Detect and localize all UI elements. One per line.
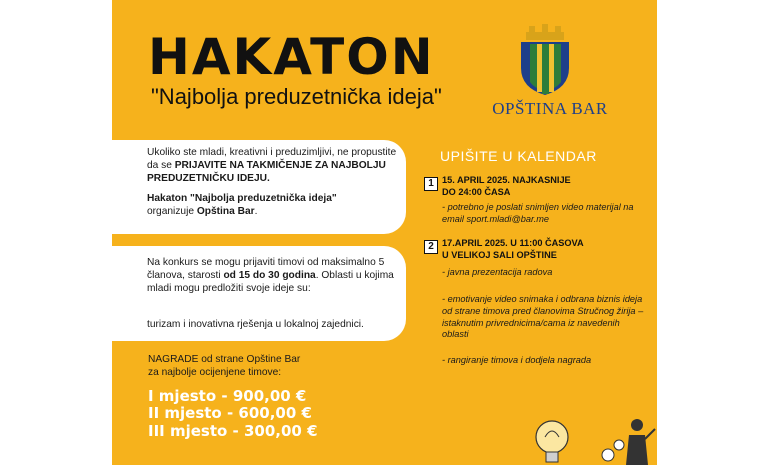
deadline-heading xyxy=(442,175,642,198)
awards-list xyxy=(148,388,318,440)
presentation-line1: 17.APRIL 2025. U 11:00 ČASOVA xyxy=(442,238,584,248)
presentation-line2: U VELIKOJ SALI OPŠTINE xyxy=(442,249,557,260)
deadline-note: - potrebno je poslati snimljen video materijal na email sport.mladi@bar.me xyxy=(442,202,634,224)
intro-highlight: PRIJAVITE NA TAKMIČENJE ZA NAJBOLJU PREDUZETNIČKU IDEJU. xyxy=(147,160,386,185)
coin-icon xyxy=(602,440,624,461)
award-third: III mjesto - 300,00 € xyxy=(148,421,318,440)
municipality-name: OPŠTINA BAR xyxy=(492,99,608,118)
step-number-1: 1 xyxy=(424,177,438,191)
event-name: Hakaton "Najbolja preduzetnička ideja" xyxy=(147,193,337,204)
presentation-heading xyxy=(442,238,642,261)
awards-intro xyxy=(148,353,300,380)
eligibility-paragraph xyxy=(147,256,402,295)
presentation-note-2: - emotivanje video snimaka i odbrana biznis ideja od strane timova pred članovima Stručnog žirija – istaknutim privrednicima/cama iz navedenih oblasti xyxy=(442,294,644,340)
organizer-name: Opština Bar xyxy=(196,206,255,218)
eligibility-text: Na konkurs se mogu prijaviti timovi od maksimalno 5 članova, starosti xyxy=(147,257,385,282)
coat-of-arms-icon xyxy=(515,24,575,96)
calendar-title: UPIŠITE U KALENDAR xyxy=(440,148,597,164)
hackathon-poster xyxy=(112,0,657,465)
deadline-line1: 15. APRIL 2025. NAJKASNIJE xyxy=(442,175,571,185)
deadline-line2: DO 24:00 ČASA xyxy=(442,186,511,197)
topics-paragraph: turizam i inovativna rješenja u lokalnoj zajednici. xyxy=(147,319,364,330)
poster-title: HAKATON xyxy=(148,28,435,86)
awards-intro-line2: za najbolje ocijenjene timove: xyxy=(148,367,282,379)
light-bulb-icon xyxy=(536,421,568,462)
person-presenting-icon xyxy=(626,419,655,465)
award-second: II mjesto - 600,00 € xyxy=(148,404,312,423)
organizer-suffix: . xyxy=(254,206,258,218)
bottom-illustration xyxy=(412,395,657,465)
intro-paragraph xyxy=(147,146,402,185)
award-first: I mjesto - 900,00 € xyxy=(148,387,307,405)
awards-intro-line1: NAGRADE od strane Opštine Bar xyxy=(148,354,301,365)
presentation-note-3: - rangiranje timova i dodjela nagrada xyxy=(442,355,592,365)
organizer-prefix: organizuje xyxy=(147,206,197,218)
poster-subtitle: "Najbolja preduzetnička ideja" xyxy=(151,84,442,109)
age-range: od 15 do 30 godina xyxy=(223,270,316,282)
step-number-2: 2 xyxy=(424,240,438,254)
eligibility-text-end: . Oblasti u kojima mladi mogu predložiti svoje ideje su: xyxy=(147,270,394,295)
organizer-paragraph xyxy=(147,192,402,218)
intro-text: Ukoliko ste mladi, kreativni i preduzimljivi, ne propustite da se xyxy=(147,147,397,172)
presentation-note-1: - javna prezentacija radova xyxy=(442,267,553,277)
